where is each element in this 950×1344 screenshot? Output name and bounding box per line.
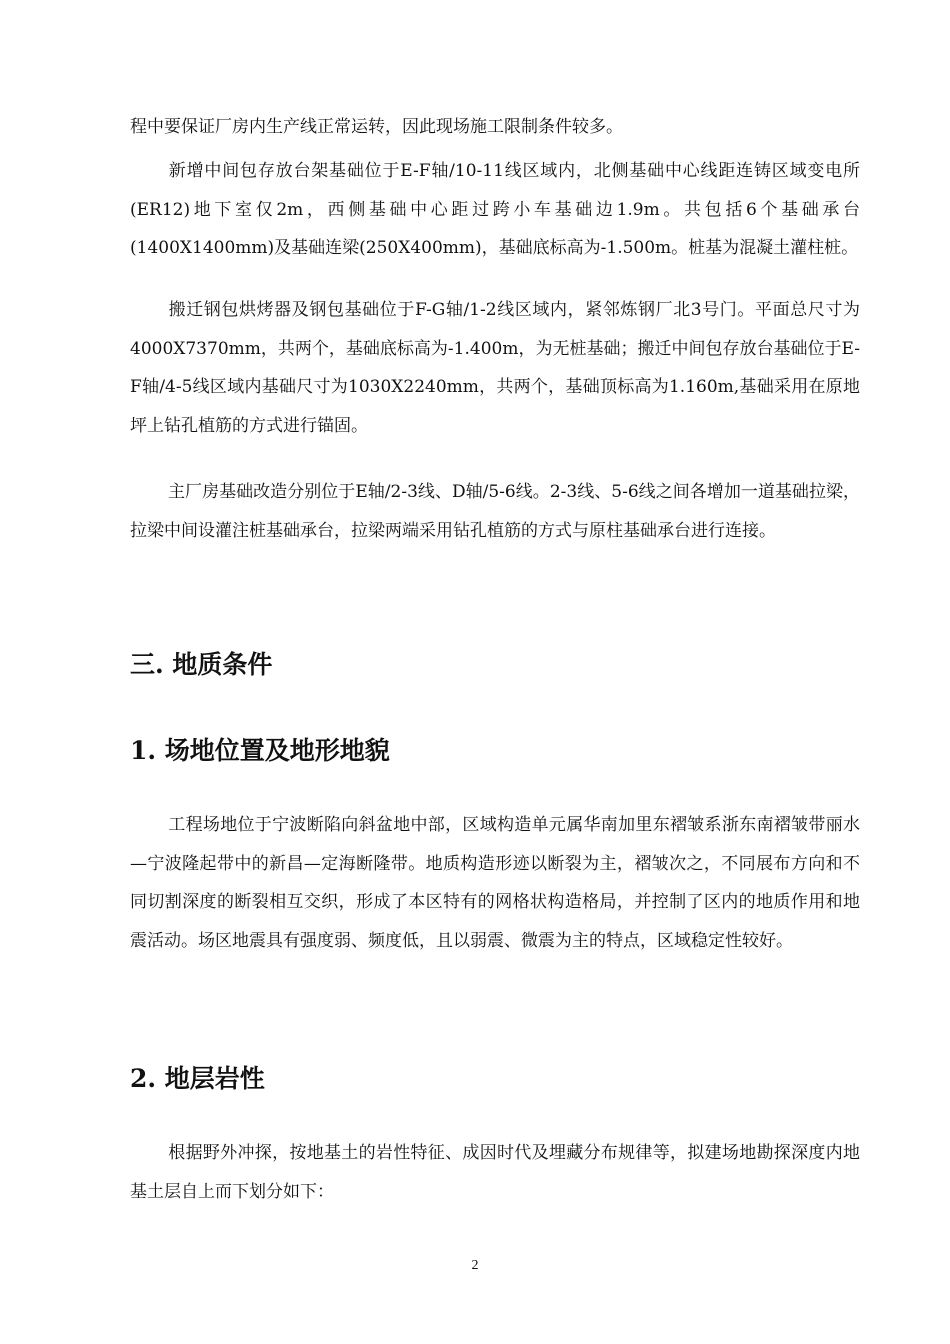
subsection-heading-site-location: 1. 场地位置及地形地貌 [130,736,390,765]
paragraph-site-location: 工程场地位于宁波断陷向斜盆地中部，区域构造单元属华南加里东褶皱系浙东南褶皱带丽水—宁波隆起带中的新昌—定海断隆带。地质构造形迹以断裂为主，褶皱次之，不同展布方向和不同切割深度的断裂相互交织，形成了本区特有的网格状构造格局，并控制了区内的地质作用和地震活动。场区地震具有强度弱、频度低，且以弱震、微震为主的特点，区域稳定性较好。 [130,815,860,951]
section-heading-geology: 三. 地质条件 [130,650,273,679]
paragraph-new-tundish-foundation: 新增中间包存放台架基础位于E-F轴/10-11线区域内，北侧基础中心线距连铸区域变电所(ER12)地下室仅2m，西侧基础中心距过跨小车基础边1.9m。共包括6个基础承台(1400X1400mm)及基础连梁(250X400mm)，基础底标高为-1.500m。桩基为混凝土灌柱桩。 [130,161,860,258]
subsection-heading-strata: 2. 地层岩性 [130,1064,265,1093]
page-number: 2 [471,1258,479,1273]
paragraph-relocated-ladle-foundation: 搬迁钢包烘烤器及钢包基础位于F-G轴/1-2线区域内，紧邻炼钢厂北3号门。平面总尺寸为4000X7370mm，共两个，基础底标高为-1.400m，为无桩基础；搬迁中间包存放台基础位于E-F轴/4-5线区域内基础尺寸为1030X2240mm，共两个，基础顶标高为1.160m,基础采用在原地坪上钻孔植筋的方式进行锚固。 [130,300,860,436]
paragraph-continued: 程中要保证厂房内生产线正常运转，因此现场施工限制条件较多。 [130,117,623,137]
paragraph-main-building-foundation: 主厂房基础改造分别位于E轴/2-3线、D轴/5-6线。2-3线、5-6线之间各增加一道基础拉梁，拉梁中间设灌注桩基础承台，拉梁两端采用钻孔植筋的方式与原柱基础承台进行连接。 [130,482,860,541]
paragraph-strata: 根据野外冲探，按地基土的岩性特征、成因时代及埋藏分布规律等，拟建场地勘探深度内地基土层自上而下划分如下： [130,1143,860,1202]
